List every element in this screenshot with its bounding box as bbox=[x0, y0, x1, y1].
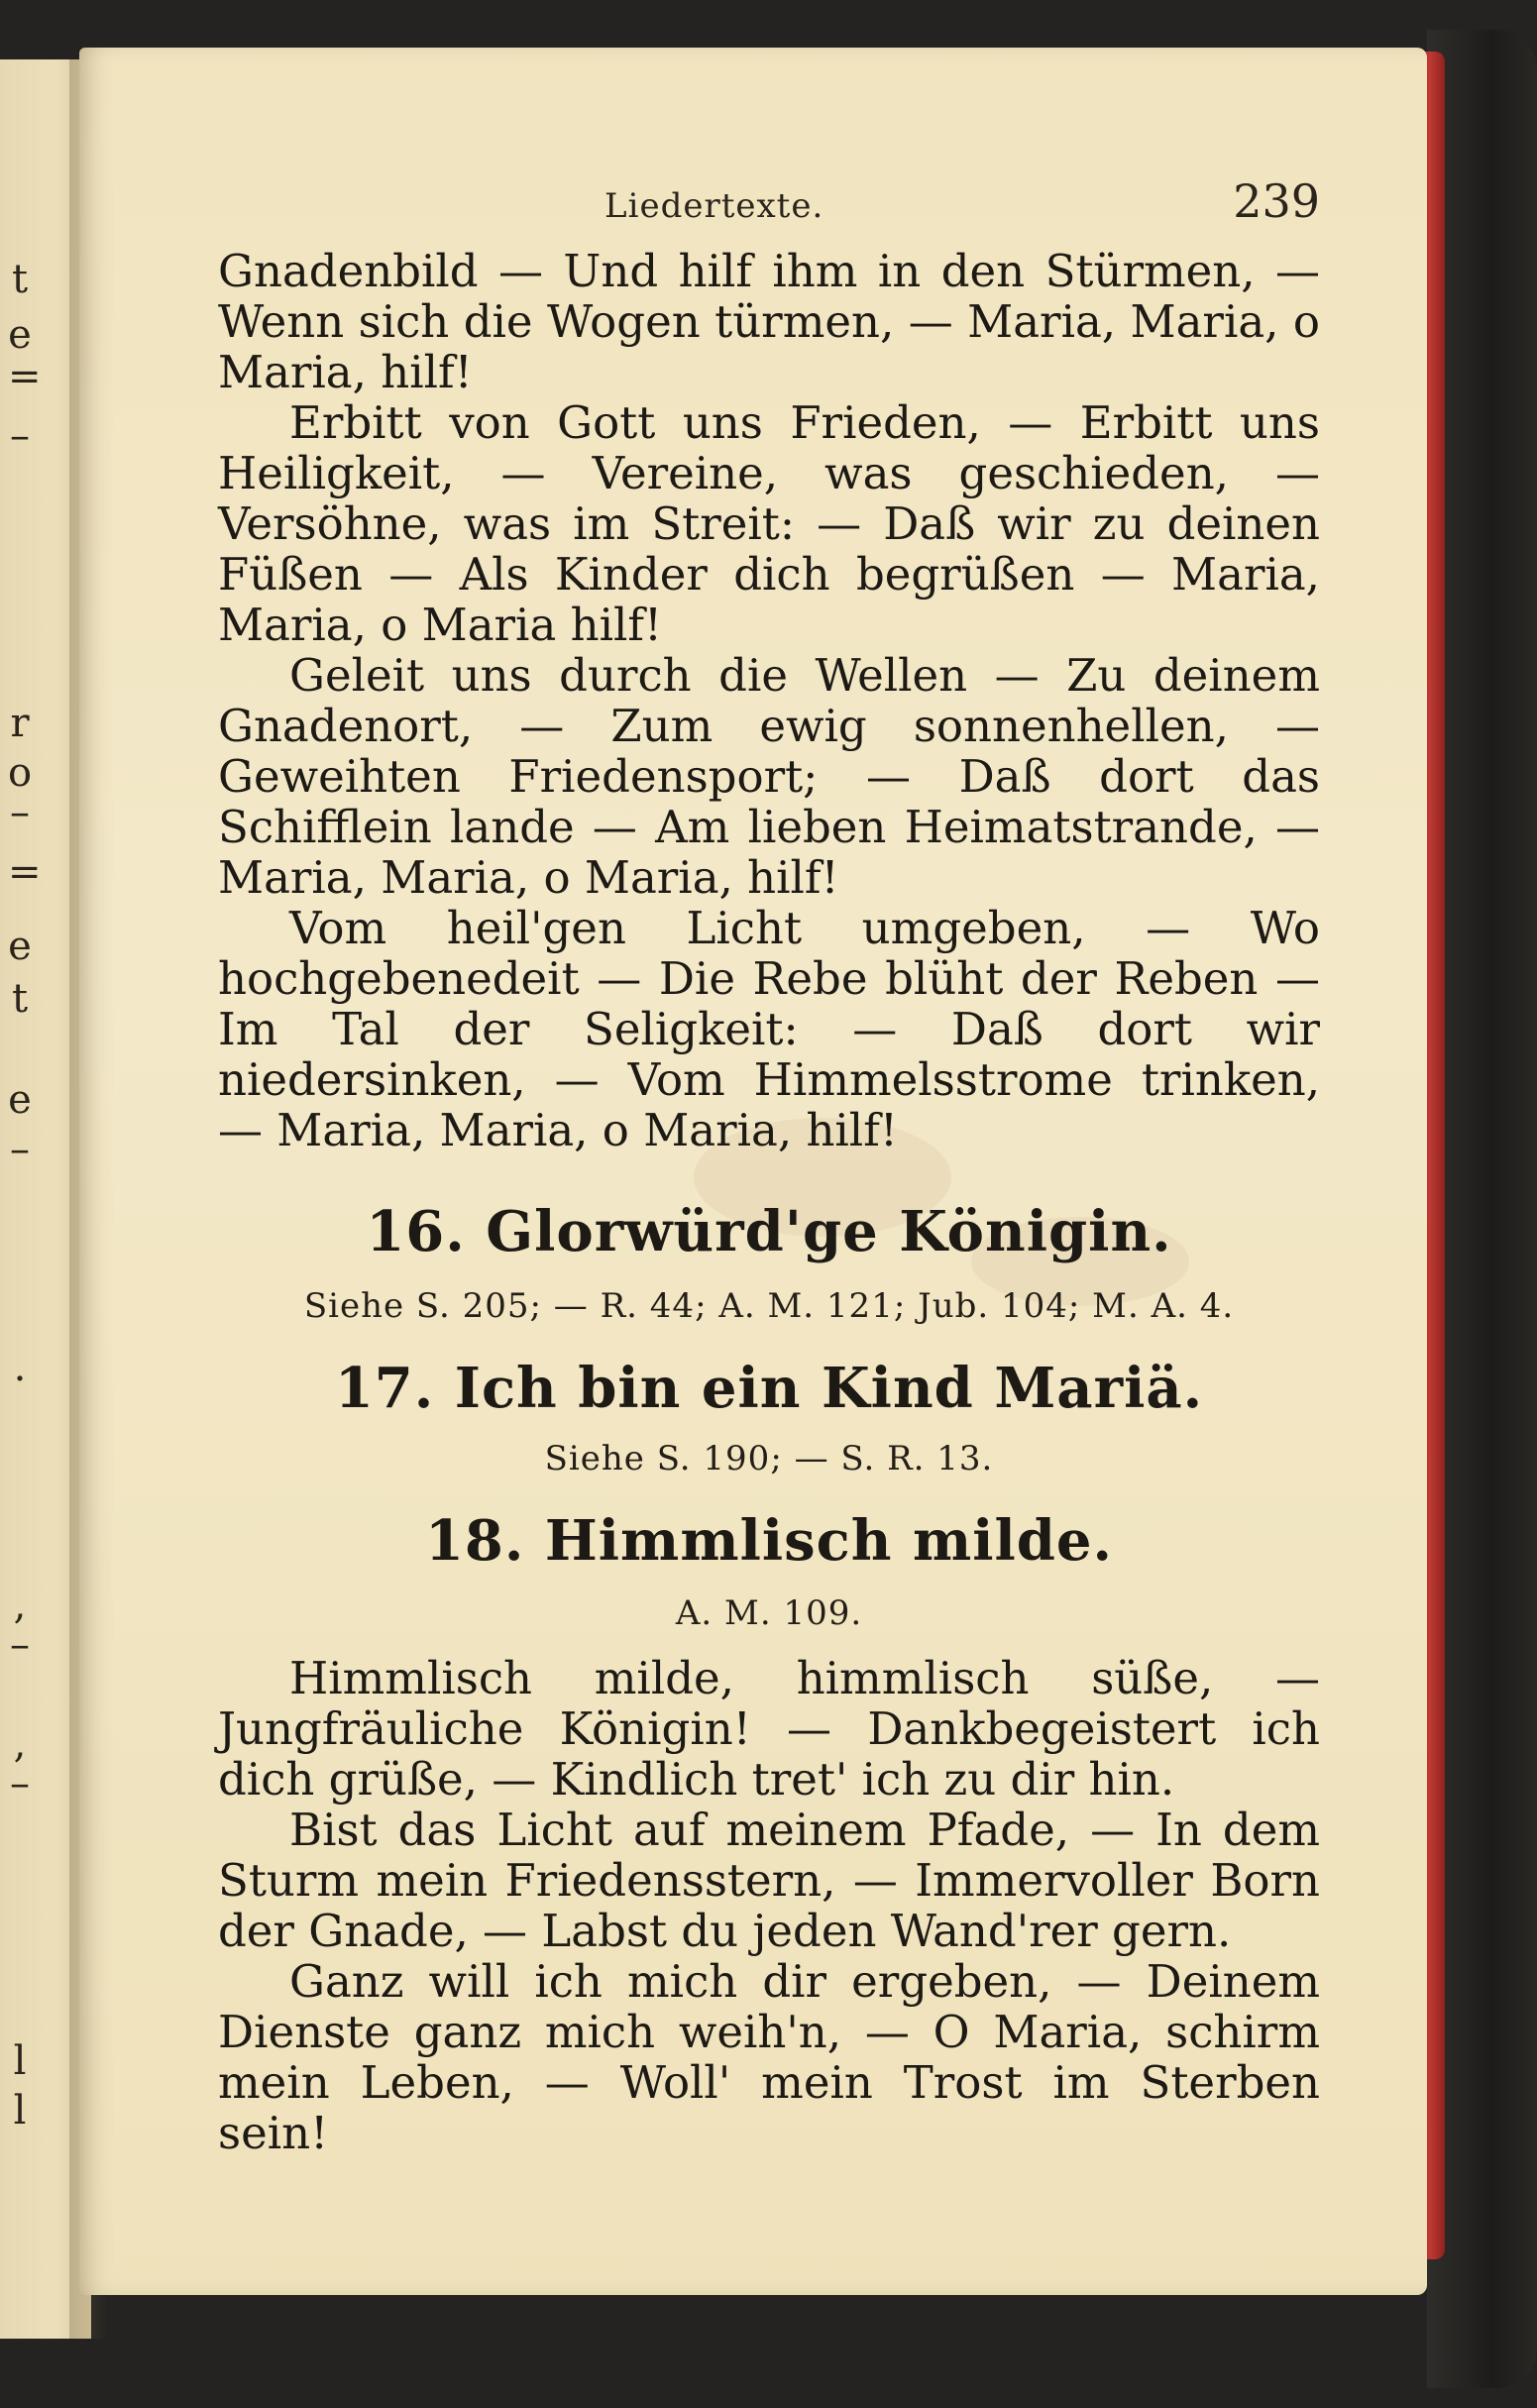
stanza: Bist das Licht auf meinem Pfade, — In dem Sturm mein Friedensstern, — Immervoller Born der Gnade, — Labst du jeden Wand'rer gern. bbox=[218, 1804, 1320, 1957]
left-fragment: o bbox=[8, 750, 33, 796]
left-fragment: – bbox=[10, 1622, 30, 1668]
book-page bbox=[79, 48, 1427, 2295]
stanza: Himmlisch milde, himmlisch süße, — Jungfräuliche Königin! — Dankbegeistert ich dich grüße, — Kindlich tret' ich zu dir hin. bbox=[218, 1652, 1320, 1806]
left-fragment: l bbox=[13, 2038, 27, 2084]
left-fragment: t bbox=[11, 976, 29, 1022]
left-fragment: = bbox=[8, 849, 42, 895]
left-fragment: r bbox=[10, 701, 30, 746]
left-fragment: , bbox=[13, 1583, 27, 1628]
left-fragment: – bbox=[10, 1761, 30, 1806]
stanza-continued: Gnadenbild — Und hilf ihm in den Stürmen, — Wenn sich die Wogen türmen, — Maria, Maria, o Maria, hilf! bbox=[218, 245, 1320, 398]
left-page-text-fragments bbox=[0, 0, 40, 2408]
left-fragment: e bbox=[8, 1077, 32, 1123]
stanza: Erbitt von Gott uns Frieden, — Erbitt uns Heiligkeit, — Vereine, was geschieden, — Versöhne, was im Streit: — Daß wir zu deinen Füßen — Als Kinder dich begrüßen — Maria, Maria, o Maria hilf! bbox=[218, 396, 1320, 651]
left-fragment: – bbox=[10, 790, 30, 835]
song-reference-17: Siehe S. 190; — S. R. 13. bbox=[544, 1439, 994, 1478]
left-fragment: t bbox=[11, 257, 29, 302]
left-fragment: = bbox=[8, 354, 42, 399]
song-heading-17: 17. Ich bin ein Kind Mariä. bbox=[334, 1356, 1204, 1421]
left-fragment: – bbox=[10, 1127, 30, 1172]
left-fragment: l bbox=[13, 2088, 27, 2134]
stanza: Geleit uns durch die Wellen — Zu deinem Gnadenort, — Zum ewig sonnenhellen, — Geweihten Friedensport; — Daß dort das Schifflein lande — Am lieben Heimatstrande, — Maria, Maria, o Maria, hilf! bbox=[218, 649, 1320, 904]
song-reference-16: Siehe S. 205; — R. 44; A. M. 121; Jub. 104; M. A. 4. bbox=[303, 1286, 1235, 1326]
left-fragment: e bbox=[8, 312, 32, 358]
stanzas bbox=[218, 246, 1320, 2158]
stanza: Ganz will ich mich dir ergeben, — Deinem Dienste ganz mich weih'n, — O Maria, schirm mein Leben, — Woll' mein Trost im Sterben sein! bbox=[218, 1955, 1320, 2159]
left-fragment: . bbox=[13, 1345, 27, 1390]
header-title: Liedertexte. bbox=[604, 186, 824, 226]
stanza: Vom heil'gen Licht umgeben, — Wo hochgebenedeit — Die Rebe blüht der Reben — Im Tal der Seligkeit: — Daß dort wir niedersinken, — Vom Himmelsstrome trinken, — Maria, Maria, o Maria, hilf! bbox=[218, 902, 1320, 1156]
song-heading-18: 18. Himmlisch milde. bbox=[424, 1508, 1114, 1574]
left-fragment: e bbox=[8, 924, 32, 969]
song-reference-18: A. M. 109. bbox=[675, 1593, 863, 1633]
left-fragment: – bbox=[10, 413, 30, 459]
left-fragment: , bbox=[13, 1721, 27, 1767]
running-header bbox=[218, 174, 1320, 234]
page-number: 239 bbox=[1233, 174, 1320, 228]
song-heading-16: 16. Glorwürd'ge Königin. bbox=[366, 1199, 1172, 1264]
